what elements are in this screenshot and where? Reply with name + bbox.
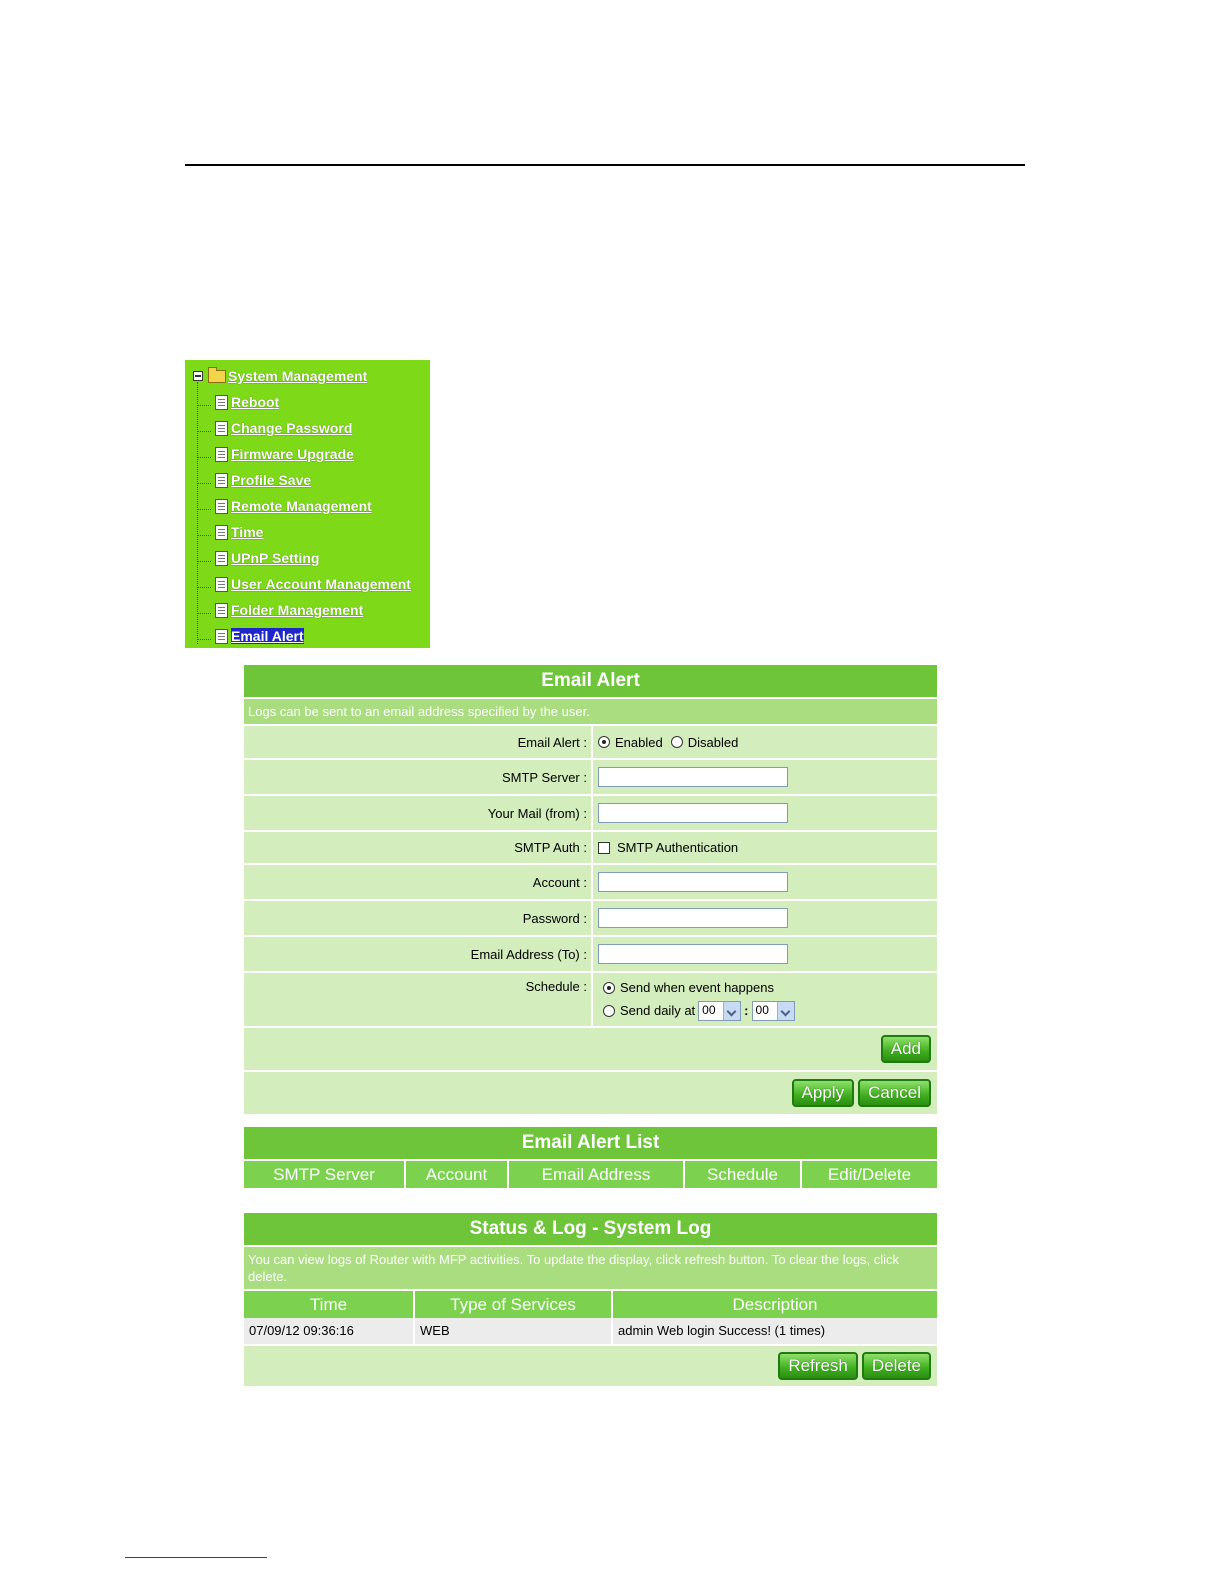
page-icon (215, 577, 228, 592)
smtp-server-row (244, 760, 937, 796)
system-log-panel (244, 1213, 937, 1386)
hour-select[interactable] (698, 1001, 741, 1021)
page-icon (215, 551, 228, 566)
send-daily-radio[interactable] (603, 1005, 615, 1017)
account-input[interactable] (598, 872, 788, 892)
page-icon (215, 525, 228, 540)
column-schedule: Schedule (685, 1161, 802, 1188)
column-type-of-services: Type of Services (415, 1291, 613, 1318)
email-alert-panel (244, 665, 937, 1114)
tree-item-folder-management[interactable] (215, 600, 363, 620)
tree-item-remote-management[interactable] (215, 496, 372, 516)
password-input[interactable] (598, 908, 788, 928)
tree-item-label[interactable]: Folder Management (231, 602, 364, 618)
send-when-event-radio[interactable] (603, 982, 615, 994)
send-daily-label: Send daily at (620, 1003, 696, 1018)
add-row (244, 1028, 937, 1072)
tree-item-label[interactable]: Change Password (231, 420, 353, 436)
page-icon (215, 395, 228, 410)
time-separator: : (744, 1003, 749, 1018)
log-time: 07/09/12 09:36:16 (244, 1318, 415, 1344)
refresh-button[interactable]: Refresh (778, 1352, 858, 1380)
log-title: Status & Log - System Log (244, 1213, 937, 1247)
column-account: Account (406, 1161, 509, 1188)
tree-item-change-password[interactable] (215, 418, 352, 438)
smtp-authentication-checkbox[interactable] (598, 842, 610, 854)
log-button-row (244, 1346, 937, 1386)
log-description: admin Web login Success! (1 times) (618, 1323, 826, 1338)
add-button[interactable]: Add (881, 1035, 931, 1063)
tree-item-firmware-upgrade[interactable] (215, 444, 354, 464)
enabled-radio[interactable] (598, 736, 610, 748)
email-alert-list-panel (244, 1127, 937, 1188)
tree-item-reboot[interactable] (215, 392, 279, 412)
tree-item-upnp-setting[interactable] (215, 548, 319, 568)
tree-guide-line (197, 382, 198, 644)
list-header (244, 1161, 937, 1188)
footnote-rule (125, 1557, 267, 1558)
schedule-row (244, 973, 937, 1028)
top-rule (185, 164, 1025, 166)
tree-item-profile-save[interactable] (215, 470, 311, 490)
folder-icon (208, 370, 226, 383)
tree-item-label[interactable]: UPnP Setting (231, 550, 320, 566)
chevron-down-icon[interactable] (723, 1002, 740, 1020)
page-icon (215, 499, 228, 514)
minute-select[interactable] (752, 1001, 795, 1021)
column-smtp-server: SMTP Server (244, 1161, 406, 1188)
log-type: WEB (415, 1318, 613, 1344)
smtp-authentication-label: SMTP Authentication (617, 840, 739, 855)
tree-item-email-alert[interactable] (215, 626, 304, 646)
minute-value: 00 (755, 1002, 769, 1017)
panel-description: Logs can be sent to an email address specified by the user. (244, 699, 937, 726)
hour-value: 00 (702, 1002, 716, 1017)
column-edit-delete: Edit/Delete (827, 1165, 912, 1184)
email-to-input[interactable] (598, 944, 788, 964)
cancel-button[interactable]: Cancel (858, 1079, 931, 1107)
disabled-label: Disabled (687, 734, 739, 750)
tree-item-label[interactable]: Firmware Upgrade (231, 446, 354, 462)
column-email-address: Email Address (509, 1161, 685, 1188)
table-row (244, 1318, 937, 1346)
delete-button[interactable]: Delete (862, 1352, 931, 1380)
schedule-label: Schedule : (244, 973, 593, 1026)
your-mail-input[interactable] (598, 803, 788, 823)
tree-item-user-account-management[interactable] (215, 574, 411, 594)
system-management-tree (185, 360, 430, 648)
your-mail-label: Your Mail (from) : (244, 796, 593, 830)
apply-row (244, 1072, 937, 1114)
tree-item-label[interactable]: Profile Save (231, 472, 312, 488)
page-icon (215, 473, 228, 488)
your-mail-row (244, 796, 937, 832)
page-icon (215, 447, 228, 462)
disabled-radio[interactable] (671, 736, 683, 748)
smtp-server-label: SMTP Server : (244, 760, 593, 794)
smtp-server-input[interactable] (598, 767, 788, 787)
password-row (244, 901, 937, 937)
tree-item-label[interactable]: Time (231, 524, 264, 540)
email-to-label: Email Address (To) : (244, 937, 593, 971)
password-label: Password : (244, 901, 593, 935)
tree-item-time[interactable] (215, 522, 263, 542)
tree-root-link[interactable]: System Management (228, 368, 368, 384)
apply-button[interactable]: Apply (792, 1079, 855, 1107)
column-description: Description (732, 1295, 818, 1314)
tree-item-label[interactable]: Email Alert (231, 628, 304, 644)
email-alert-label: Email Alert : (244, 726, 593, 758)
tree-root[interactable] (193, 366, 367, 386)
smtp-auth-row (244, 832, 937, 865)
email-to-row (244, 937, 937, 973)
account-row (244, 865, 937, 901)
tree-item-label[interactable]: User Account Management (231, 576, 411, 592)
chevron-down-icon[interactable] (777, 1002, 794, 1020)
collapse-icon[interactable] (193, 371, 203, 381)
log-description: You can view logs of Router with MFP activities. To update the display, click refresh button. To clear the logs, click delete. (244, 1247, 937, 1291)
send-when-event-label: Send when event happens (620, 980, 774, 995)
tree-item-label[interactable]: Remote Management (231, 498, 372, 514)
column-time: Time (244, 1291, 415, 1318)
email-alert-row (244, 726, 937, 760)
list-title: Email Alert List (244, 1127, 937, 1161)
page-icon (215, 421, 228, 436)
enabled-label: Enabled (615, 734, 663, 750)
tree-item-label[interactable]: Reboot (231, 394, 280, 410)
page-icon (215, 629, 228, 644)
page-icon (215, 603, 228, 618)
panel-title: Email Alert (244, 665, 937, 699)
smtp-auth-label: SMTP Auth : (244, 832, 593, 863)
log-header (244, 1291, 937, 1318)
account-label: Account : (244, 865, 593, 899)
